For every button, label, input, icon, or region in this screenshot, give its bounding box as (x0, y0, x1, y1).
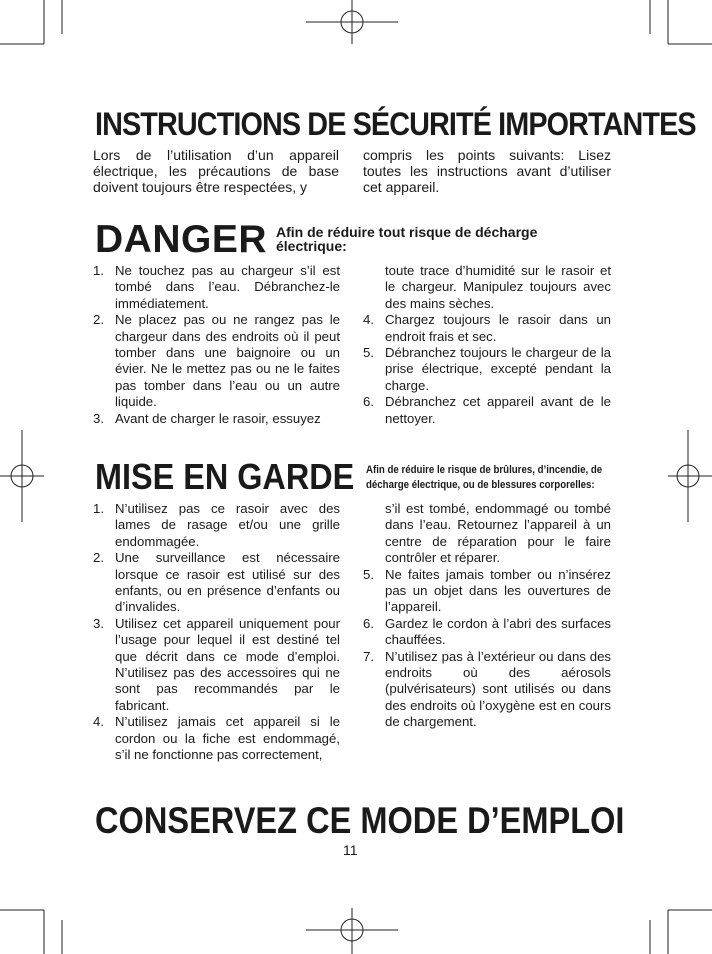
danger-list-right (363, 263, 611, 427)
danger-continuation: toute trace d’humidité sur le rasoir et le chargeur. Manipulez toujours avec des mains sèches. (385, 263, 611, 311)
mise-list-right (363, 501, 611, 731)
registration-target-top (306, 0, 398, 44)
list-item: 3. Utilisez cet appareil uniquement pour l’usage pour lequel il est destiné tel que décrit dans ce mode d’emploi. N’utilisez pas des accessoires qui ne sont pas recommandés par le fabricant. (93, 615, 340, 713)
danger-note: Afin de réduire tout risque de décharge électrique: (276, 224, 538, 254)
list-item: 1. N’utilisez pas ce rasoir avec des lames de rasage et/ou une grille endommagée. (93, 501, 340, 549)
mise-continuation: s’il est tombé, endommagé ou tombé dans l’eau. Retournez l’appareil à un centre de réparation pour le faire contrôler et réparer. (385, 501, 611, 566)
list-item: 3. Avant de charger le rasoir, essuyez (93, 410, 321, 426)
list-item: 1. Ne touchez pas au chargeur s’il est tombé dans l’eau. Débranchez-le immédiatement. (93, 263, 340, 311)
list-item: 2. Ne placez pas ou ne rangez pas le chargeur dans des endroits où il peut tomber dans une baignoire ou un évier. Ne le mettez pas ou ne le faites pas tomber dans l’eau ou un autre liquide. (93, 312, 340, 410)
danger-list-left (93, 263, 340, 427)
list-item: 2. Une surveillance est nécessaire lorsque ce rasoir est utilisé sur des enfants, ou en présence d’enfants ou d’invalides. (93, 550, 340, 615)
mise-list-left (93, 501, 340, 764)
list-item: 4. N’utilisez jamais cet appareil si le cordon ou la fiche est endommagé, s’il ne fonctionne pas correctement, (93, 714, 340, 763)
list-item: 4. Chargez toujours le rasoir dans un endroit frais et sec. (363, 312, 611, 344)
list-item: 5. Ne faites jamais tomber ou n’insérez pas un objet dans les ouvertures de l’appareil. (363, 566, 611, 615)
mise-en-garde-title: MISE EN GARDE (95, 456, 355, 497)
footer-title: CONSERVEZ CE MODE D’EMPLOI (95, 800, 625, 841)
list-item: 5. Débranchez toujours le chargeur de la prise électrique, excepté pendant la charge. (363, 345, 611, 393)
danger-title: DANGER (95, 218, 268, 261)
list-item: 6. Gardez le cordon à l’abri des surfaces chauffées. (363, 615, 611, 648)
mise-en-garde-note: Afin de réduire le risque de brûlures, d’incendie, de décharge électrique, ou de blessures corporelles: (366, 464, 603, 491)
intro-left: Lors de l’utilisation d’un appareil électrique, les précautions de base doivent toujours être respectées, y (93, 147, 339, 195)
page-number: 11 (343, 842, 358, 858)
page-heading: INSTRUCTIONS DE SÉCURITÉ IMPORTANTES (95, 106, 696, 142)
list-item: 6. Débranchez cet appareil avant de le nettoyer. (363, 394, 611, 426)
intro-right: compris les points suivants: Lisez toutes les instructions avant d’utiliser cet appareil. (363, 147, 611, 195)
list-item: 7. N’utilisez pas à l’extérieur ou dans des endroits où des aérosols (pulvérisateurs) sont utilisés ou dans des endroits où l’oxygène est en cours de chargement. (363, 648, 611, 730)
